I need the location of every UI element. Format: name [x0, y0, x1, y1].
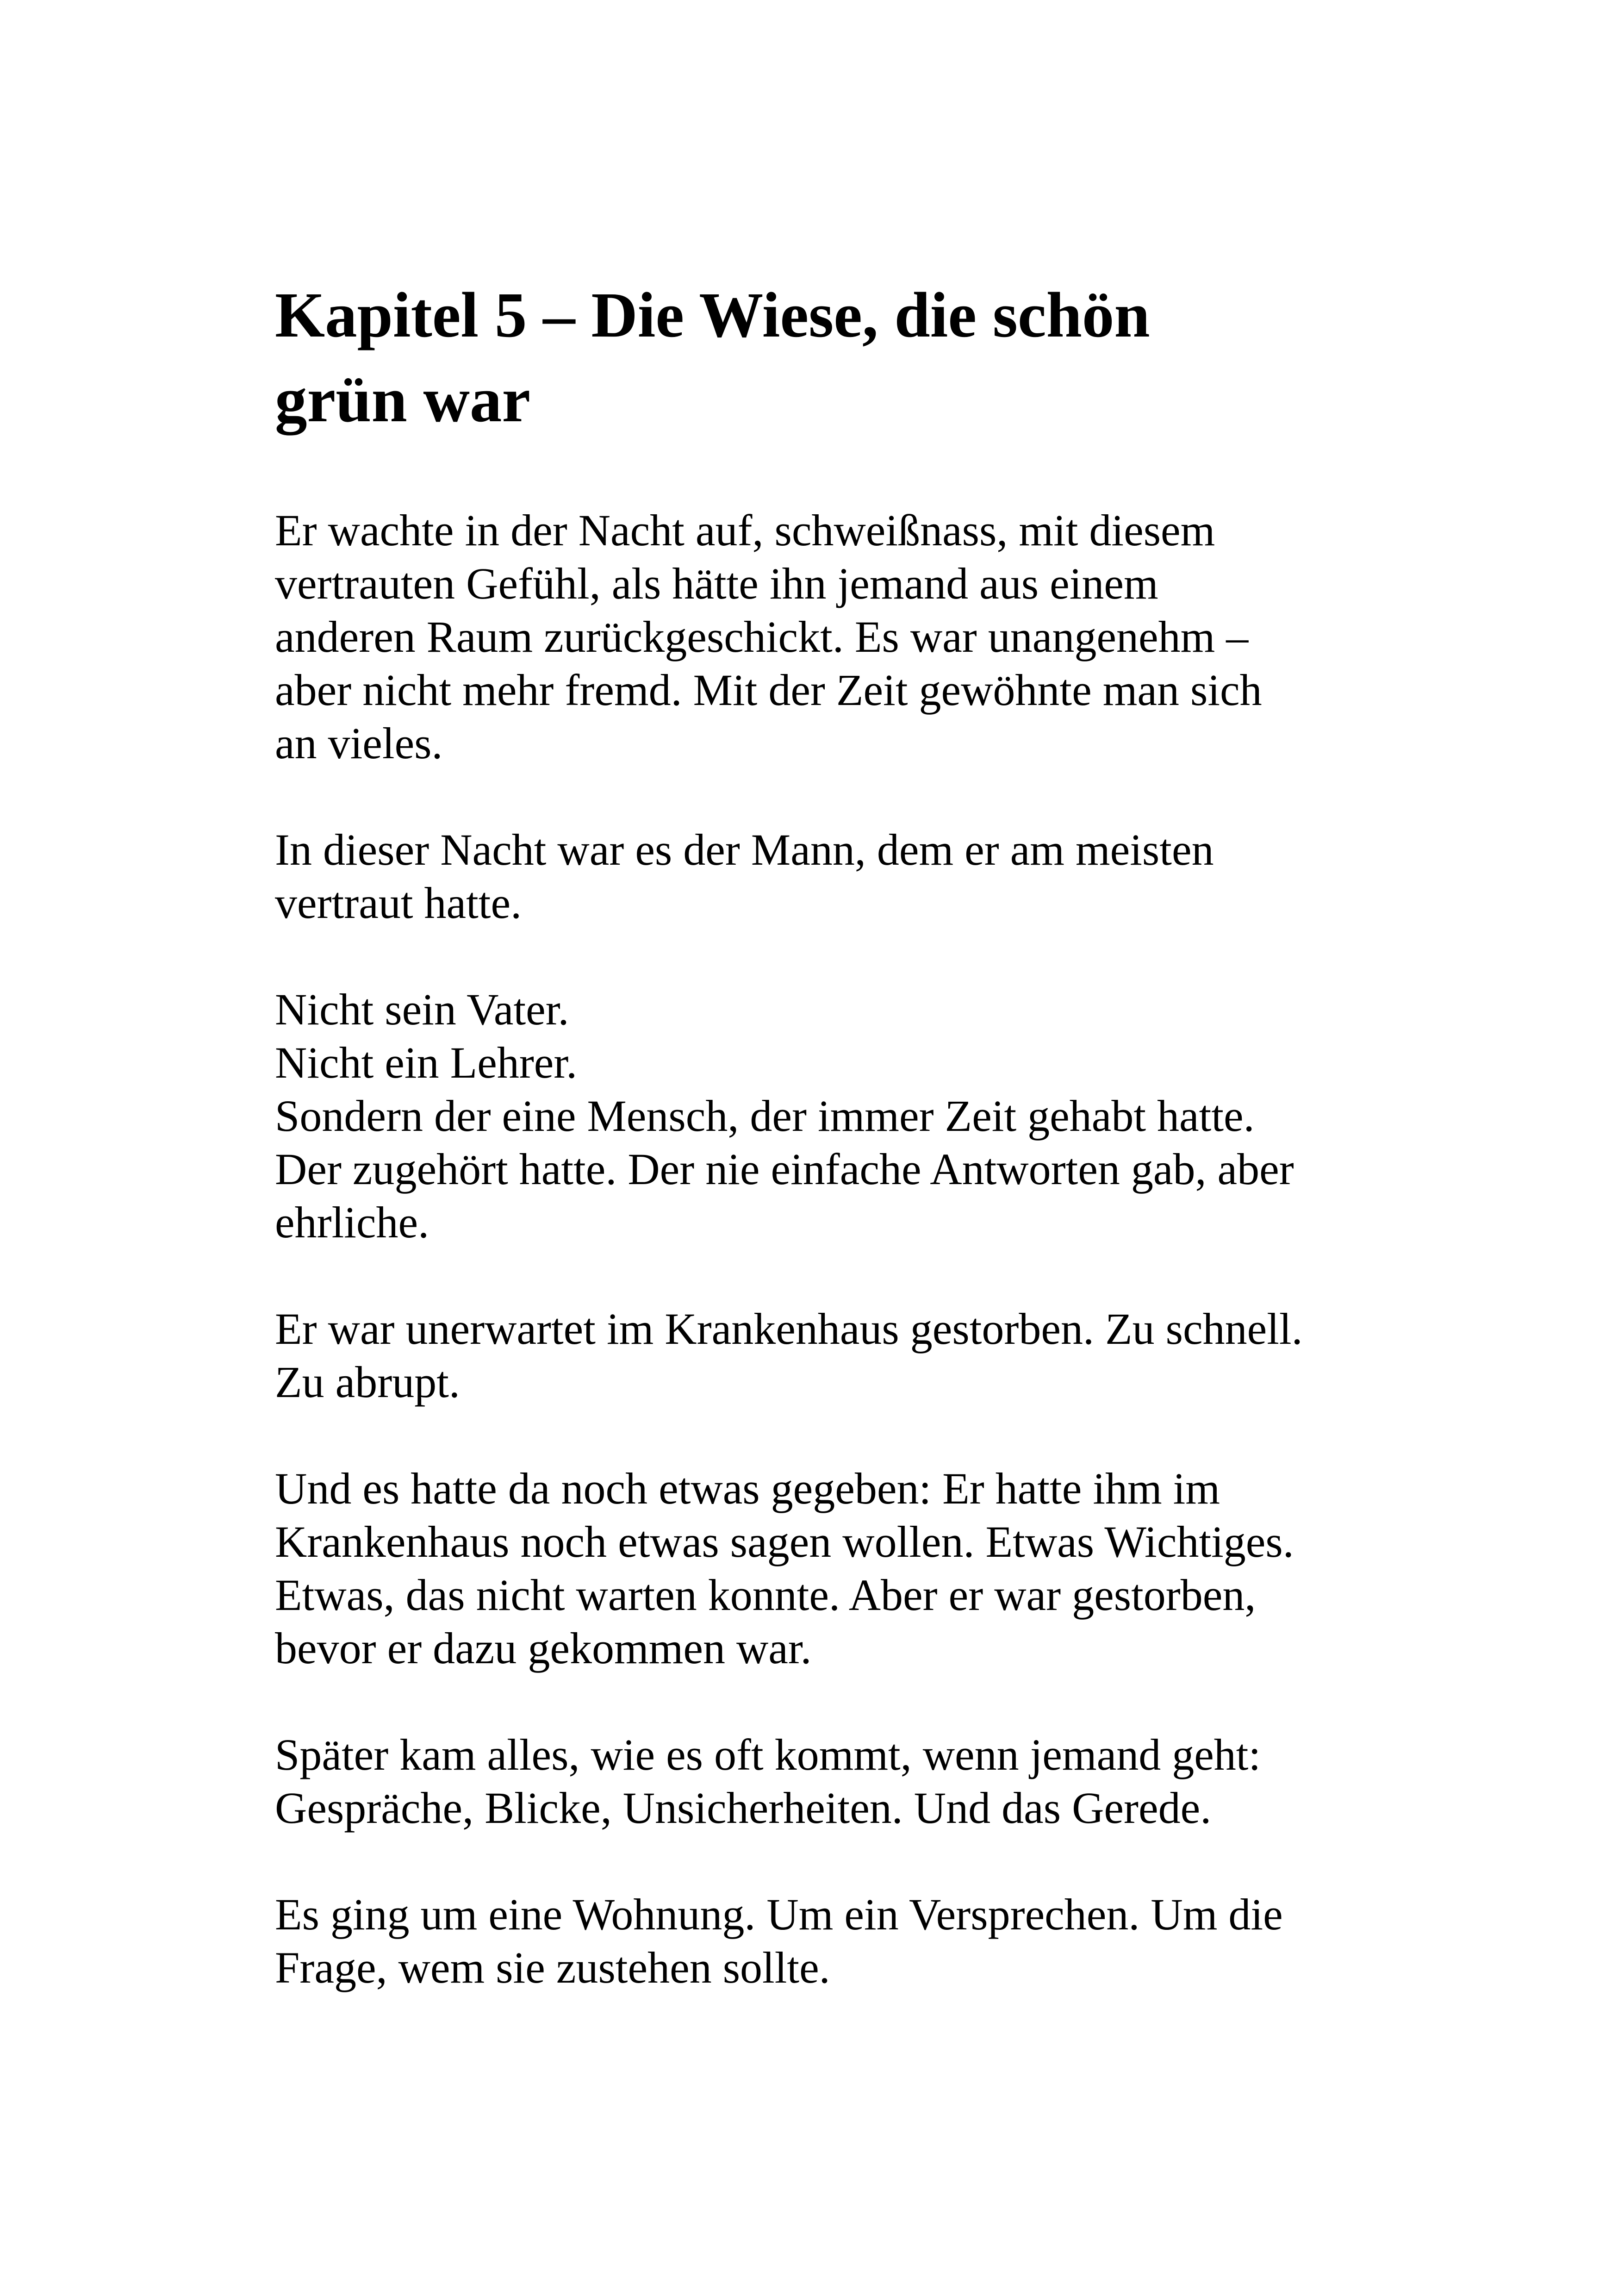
text-line: Nicht ein Lehrer.	[275, 1038, 578, 1087]
chapter-body	[275, 504, 1395, 1994]
paragraph	[275, 1888, 1395, 1994]
text-line: Krankenhaus noch etwas sagen wollen. Etwas Wichtiges.	[275, 1517, 1294, 1566]
text-line: Es ging um eine Wohnung. Um ein Versprechen. Um die	[275, 1890, 1283, 1939]
text-line: Der zugehört hatte. Der nie einfache Antworten gab, aber	[275, 1144, 1294, 1194]
text-line: aber nicht mehr fremd. Mit der Zeit gewöhnte man sich	[275, 665, 1262, 715]
paragraph	[275, 823, 1395, 930]
chapter-title-line: Kapitel 5 – Die Wiese, die schön	[275, 280, 1150, 351]
text-line: Zu abrupt.	[275, 1357, 460, 1407]
text-line: In dieser Nacht war es der Mann, dem er am meisten	[275, 825, 1214, 874]
text-line: ehrliche.	[275, 1198, 429, 1247]
text-line: Und es hatte da noch etwas gegeben: Er hatte ihm im	[275, 1464, 1220, 1513]
page-content	[275, 273, 1395, 2047]
text-line: Nicht sein Vater.	[275, 985, 569, 1034]
chapter-title	[275, 273, 1395, 443]
paragraph	[275, 1302, 1395, 1409]
text-line: anderen Raum zurückgeschickt. Es war unangenehm –	[275, 612, 1249, 661]
text-line: bevor er dazu gekommen war.	[275, 1623, 812, 1673]
text-line: Etwas, das nicht warten konnte. Aber er war gestorben,	[275, 1570, 1256, 1620]
text-line: Gespräche, Blicke, Unsicherheiten. Und das Gerede.	[275, 1783, 1212, 1833]
text-line: Später kam alles, wie es oft kommt, wenn jemand geht:	[275, 1730, 1261, 1779]
text-line: vertraut hatte.	[275, 878, 522, 928]
paragraph	[275, 1462, 1395, 1675]
text-line: an vieles.	[275, 718, 443, 768]
chapter-title-line: grün war	[275, 364, 531, 436]
text-line: Frage, wem sie zustehen sollte.	[275, 1943, 830, 1992]
text-line: vertrauten Gefühl, als hätte ihn jemand aus einem	[275, 559, 1158, 608]
paragraph	[275, 983, 1395, 1249]
paragraph	[275, 504, 1395, 770]
text-line: Sondern der eine Mensch, der immer Zeit gehabt hatte.	[275, 1091, 1255, 1141]
text-line: Er wachte in der Nacht auf, schweißnass, mit diesem	[275, 505, 1215, 555]
text-line: Er war unerwartet im Krankenhaus gestorben. Zu schnell.	[275, 1304, 1303, 1354]
paragraph	[275, 1728, 1395, 1834]
